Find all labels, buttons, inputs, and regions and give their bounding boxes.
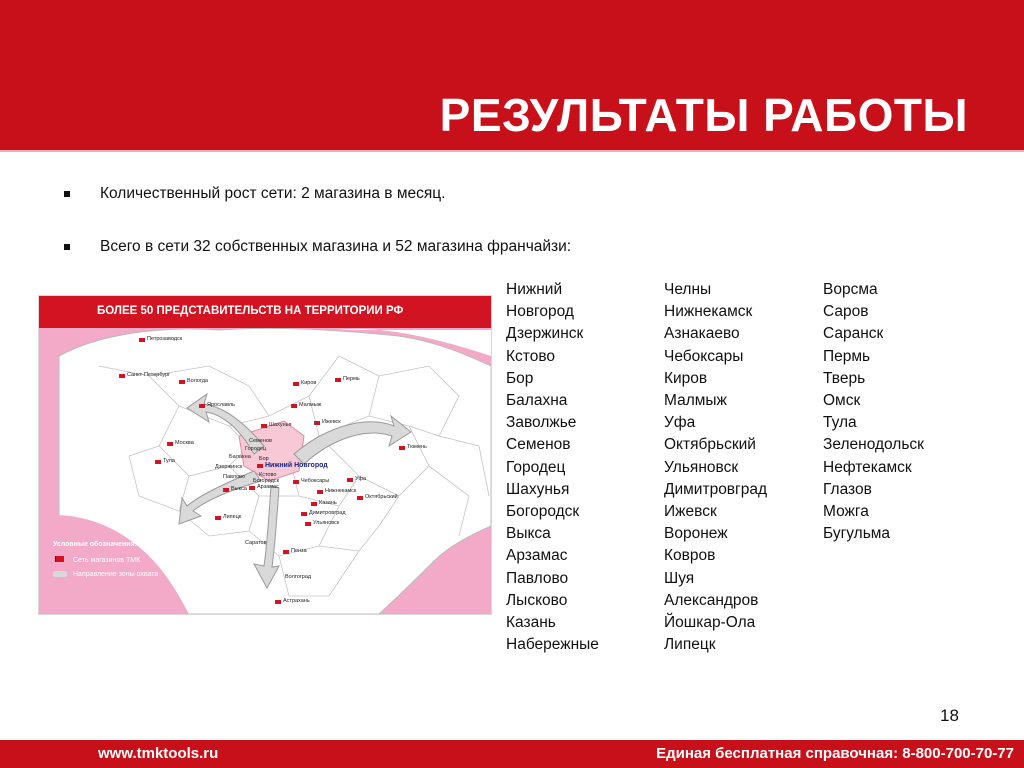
store-flag-icon: [275, 600, 281, 604]
store-flag-icon: [293, 382, 299, 386]
map-city-label: Нижнекамск: [325, 488, 357, 494]
store-flag-icon: [223, 488, 229, 492]
map-city-label: Октябрьский: [365, 494, 398, 500]
legend-label: Сеть магазинов ТМК: [73, 557, 141, 564]
page-number: 18: [940, 706, 959, 725]
store-flag-icon: [317, 490, 323, 494]
store-flag-icon: [257, 464, 263, 468]
map-city-label: Кстово: [259, 472, 277, 478]
list-item: Городец: [506, 458, 566, 476]
store-flag-icon: [155, 460, 161, 464]
map-city-label: Астрахань: [283, 598, 310, 604]
store-flag-icon: [347, 478, 353, 482]
list-item: Шахунья: [506, 480, 570, 498]
store-flag-icon: [399, 446, 405, 450]
legend-item: [53, 556, 223, 570]
list-item: Балахна: [506, 392, 568, 410]
map-city-label: Дзержинск: [215, 464, 243, 470]
map-city-label: Уфа: [355, 476, 367, 482]
bullet-text: Количественный рост сети: 2 магазина в месяц.: [100, 185, 446, 202]
list-item: Богородск: [506, 503, 580, 521]
list-item: Дзержинск: [506, 325, 584, 343]
list-item: Нижнекамск: [664, 303, 753, 321]
footer-band: [0, 740, 1024, 768]
list-item: Чебоксары: [664, 347, 744, 365]
arrow-icon: [53, 571, 67, 577]
bullet-text: Всего в сети 32 собственных магазина и 52 магазина франчайзи:: [100, 238, 572, 255]
map-city-label: Чебоксары: [301, 478, 330, 484]
list-item: Пермь: [823, 347, 871, 365]
list-item: Воронеж: [664, 525, 728, 543]
store-flag-icon: [139, 338, 145, 342]
store-flag-icon: [283, 550, 289, 554]
map-city-label: Димитровград: [309, 510, 346, 516]
list-item: Киров: [664, 369, 708, 387]
map-city-label: Липецк: [223, 514, 242, 520]
store-flag-icon: [55, 556, 64, 562]
map-city-label: Семенов: [249, 438, 272, 444]
legend-item: [53, 570, 223, 584]
map-city-label: Киров: [301, 380, 317, 386]
map-city-label: Городец: [245, 446, 267, 452]
map-city-label: Санкт-Петербург: [127, 372, 171, 378]
map-legend: [53, 541, 223, 584]
list-item: Новгород: [506, 303, 574, 321]
store-flag-icon: [335, 378, 341, 382]
store-flag-icon: [167, 442, 173, 446]
map-city-label: Москва: [175, 440, 194, 446]
list-item: Липецк: [664, 636, 716, 654]
map-city-label: Ульяновск: [313, 520, 340, 526]
map-city-label: Тюмень: [407, 444, 427, 450]
map-city-label: Петрозаводск: [147, 336, 183, 342]
list-item: Заволжье: [506, 414, 577, 432]
list-item: Можга: [823, 503, 869, 521]
list-item: Бор: [506, 369, 534, 387]
store-flag-icon: [215, 516, 221, 520]
store-flag-icon: [293, 480, 299, 484]
city-list: [506, 279, 973, 656]
list-item: Семенов: [506, 436, 571, 454]
map-city-label: Нижний Новгород: [265, 462, 328, 469]
store-flag-icon: [311, 502, 317, 506]
map-city-label: Бор: [259, 456, 269, 462]
list-item: Омск: [823, 392, 861, 410]
map-city-label: Тула: [163, 458, 175, 464]
list-item: Зеленодольск: [823, 436, 924, 454]
hotline-text: Единая бесплатная справочная: 8-800-700-70-77: [656, 745, 1014, 762]
map-city-label: Саратов: [245, 540, 267, 546]
list-item: Арзамас: [506, 547, 568, 565]
list-item: Кстово: [506, 347, 556, 365]
list-item: Ижевск: [664, 503, 717, 521]
city-column: [664, 279, 823, 656]
map-city-label: Вологда: [187, 378, 208, 384]
list-item: Тула: [823, 414, 857, 432]
map-city-label: Шахунья: [269, 422, 292, 428]
list-item: Ковров: [664, 547, 716, 565]
list-item: Глазов: [823, 480, 872, 498]
map-city-label: Арзамас: [257, 484, 279, 490]
map-city-label: Ярославль: [207, 402, 235, 408]
store-flag-icon: [291, 404, 297, 408]
map-city-label: Волгоград: [285, 574, 312, 580]
map-city-label: Ижевск: [322, 419, 341, 425]
header-divider: [0, 150, 1024, 152]
list-item: Уфа: [664, 414, 696, 432]
bullet-square-icon: [64, 244, 70, 250]
list-item: Челны: [664, 281, 712, 298]
list-item: Йошкар-Ола: [664, 614, 756, 632]
list-item: Саранск: [823, 325, 884, 343]
store-flag-icon: [249, 486, 255, 490]
store-flag-icon: [357, 496, 363, 500]
store-flag-icon: [261, 424, 267, 428]
list-item: Ульяновск: [664, 458, 739, 476]
store-flag-icon: [119, 374, 125, 378]
list-item: Лысково: [506, 591, 568, 609]
list-item: Димитровград: [664, 480, 767, 498]
page-title: РЕЗУЛЬТАТЫ РАБОТЫ: [439, 89, 968, 141]
list-item: Шуя: [664, 569, 695, 587]
list-item: Бугульма: [823, 525, 891, 543]
map-city-label: Балахна: [229, 454, 251, 460]
map-city-label: Малмыж: [299, 402, 322, 408]
city-column: [506, 279, 664, 656]
list-item: Нефтекамск: [823, 458, 912, 476]
map-city-label: Павлово: [223, 474, 246, 480]
header-band: [0, 0, 1024, 150]
list-item: Ворсма: [823, 281, 878, 298]
legend-label: Направление зоны охвата: [73, 571, 159, 578]
store-flag-icon: [301, 512, 307, 516]
russia-map: [38, 295, 492, 615]
list-item: Азнакаево: [664, 325, 740, 343]
store-flag-icon: [179, 380, 185, 384]
list-item: Александров: [664, 591, 759, 609]
map-city-label: Пенза: [291, 548, 307, 554]
map-city-label: Казань: [319, 500, 337, 506]
map-city-label: Богородск: [253, 478, 279, 484]
store-flag-icon: [305, 522, 311, 526]
list-item: Выкса: [506, 525, 551, 543]
map-banner: [39, 296, 491, 328]
list-item: Казань: [506, 614, 556, 632]
website-link[interactable]: www.tmktools.ru: [98, 745, 219, 762]
store-flag-icon: [199, 404, 205, 408]
map-city-label: Пермь: [343, 376, 360, 382]
map-city-label: Выкса: [231, 486, 247, 492]
bullet-square-icon: [64, 191, 70, 197]
list-item: Саров: [823, 303, 869, 321]
city-column: [823, 279, 973, 656]
list-item: Октябрьский: [664, 436, 756, 454]
store-flag-icon: [314, 421, 320, 425]
map-banner-text: БОЛЕЕ 50 ПРЕДСТАВИТЕЛЬСТВ НА ТЕРРИТОРИИ РФ: [97, 305, 404, 317]
list-item: Тверь: [823, 369, 866, 387]
list-item: Набережные: [506, 636, 599, 654]
list-item: Малмыж: [664, 392, 727, 410]
list-item: Павлово: [506, 569, 569, 587]
list-item: Нижний: [506, 281, 563, 298]
legend-title: Условные обозначения:: [53, 541, 137, 548]
